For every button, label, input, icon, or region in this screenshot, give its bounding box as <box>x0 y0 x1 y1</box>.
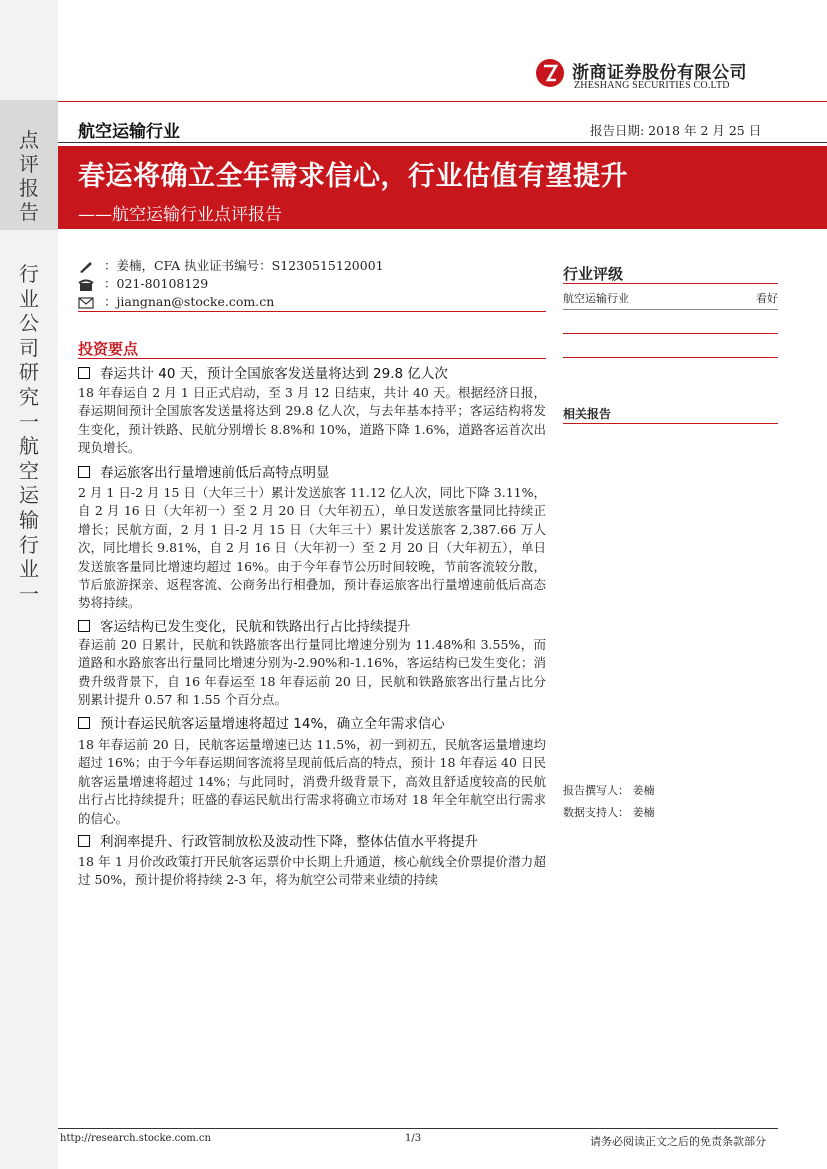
company-name-en: ZHESHANG SECURITIES CO.LTD <box>574 80 730 91</box>
rating-row <box>563 290 778 306</box>
phone-icon <box>78 279 94 291</box>
phone-line <box>78 274 208 292</box>
checkbox-icon <box>78 717 90 729</box>
point-body: 2 月 1 日-2 月 15 日（大年三十）累计发送旅客 11.12 亿人次，同比下降 3.11%，自 2 月 16 日（大年初一）至 2 月 20 日（大年初五），单日发送旅客量同比持续正增长；民航方面，2 月 1 日-2 月 15 日（大年三十）累计发送旅客 2,387.66 万人次，同比增长 9.81%，自 2 月 16 日（大年初一）至 2 月 20 日（大年初五），单日发送旅客量同比增速均超过 16%。由于今年春节公历时间较晚，节前客流较分散，节后旅游探亲、返程客流、公商务出行相叠加，预计春运旅客出行量增速前低后高态势将持续。 <box>78 485 546 611</box>
author-name: ：姜楠，CFA 执业证书编号：S1230515120001 <box>104 258 384 273</box>
disclaimer: 请务必阅读正文之后的免责条款部分 <box>590 1135 766 1148</box>
data-support: 数据支持人： 姜楠 <box>563 806 655 819</box>
point-title: 预计春运民航客运量增速将超过 14%，确立全年需求信心 <box>78 712 445 732</box>
rating-rule <box>563 309 778 310</box>
company-name-cn: 浙商证券股份有限公司 <box>572 63 747 83</box>
email-line <box>78 292 274 310</box>
point-body: 春运前 20 日累计，民航和铁路旅客出行量同比增速分别为 11.48%和 3.55%，而道路和水路旅客出行量同比增速分别为-2.90%和-1.16%，客运结构已发生变化；消费升级背景下，自 16 年春运至 18 年春运前 20 日，民航和铁路旅客出行量占比分别累计提升 0.57 和 1.55 个百分点。 <box>78 637 546 708</box>
author-rule <box>78 311 546 312</box>
rating-value: 看好 <box>756 292 778 305</box>
page-number: 1/3 <box>405 1133 422 1144</box>
header-top-rule <box>58 101 827 102</box>
rating-rule <box>563 357 778 358</box>
checkbox-icon <box>78 367 90 379</box>
section-title: 投资要点 <box>78 340 139 358</box>
checkbox-icon <box>78 466 90 478</box>
mail-icon <box>78 297 94 309</box>
point-title: 利润率提升、行政管制放松及波动性下降，整体估值水平将提升 <box>78 830 478 850</box>
report-subtitle: ——航空运输行业点评报告 <box>78 205 282 225</box>
industry-tag: 航空运输行业 <box>78 122 180 142</box>
point-title: 春运旅客出行量增速前低后高特点明显 <box>78 461 330 481</box>
report-date: 报告日期: 2018 年 2 月 25 日 <box>590 123 762 138</box>
footer-url[interactable]: http://research.stocke.com.cn <box>60 1133 211 1144</box>
point-body: 18 年春运自 2 月 1 日正式启动，至 3 月 12 日结束，共计 40 天。根据经济日报，春运期间预计全国旅客发送量将达到 29.8 亿人次，与去年基本持平；客运结构将发生变化，预计铁路、民航分别增长 8.8%和 10%，道路下降 1.6%，道路客运首次出现负增长。 <box>78 385 546 456</box>
report-title: 春运将确立全年需求信心，行业估值有望提升 <box>78 161 628 192</box>
point-body: 18 年春运前 20 日，民航客运量增速已达 11.5%，初一到初五，民航客运量增速均超过 16%；由于今年春运期间客流将呈现前低后高的特点，预计 18 年春运 40 日民航客运量增速将超过 14%；与此同时，消费升级背景下，高效且舒适度较高的民航出行占比持续提升；旺盛的春运民航出行需求将确立市场对 18 年全年航空出行需求的信心。 <box>78 737 546 826</box>
point-title: 客运结构已发生变化，民航和铁路出行占比持续提升 <box>78 615 411 635</box>
point-title: 春运共计 40 天，预计全国旅客发送量将达到 29.8 亿人次 <box>78 362 448 382</box>
rating-title: 行业评级 <box>563 265 624 283</box>
side-category-label: 点 评 报 告 <box>19 128 39 224</box>
side-type-label: 行 业 公 司 研 究 一 航 空 运 输 行 业 一 <box>19 262 39 606</box>
related-reports-title: 相关报告 <box>563 407 612 421</box>
author-line <box>78 256 384 274</box>
report-writer: 报告撰写人： 姜楠 <box>563 784 655 797</box>
related-rule <box>563 423 778 424</box>
section-rule <box>78 358 546 359</box>
rating-rule <box>563 333 778 334</box>
checkbox-icon <box>78 620 90 632</box>
rating-industry: 航空运输行业 <box>563 292 629 305</box>
pen-icon <box>78 261 94 273</box>
email-address[interactable]: ：jiangnan@stocke.com.cn <box>104 294 275 309</box>
header-rule <box>58 142 827 143</box>
checkbox-icon <box>78 835 90 847</box>
rating-rule <box>563 283 778 284</box>
point-body: 18 年 1 月价改政策打开民航客运票价中长期上升通道，核心航线全价票提价潜力超过 50%，预计提价将持续 2-3 年，将为航空公司带来业绩的持续 <box>78 854 546 888</box>
phone-number: ：021-80108129 <box>104 276 209 291</box>
footer-rule <box>58 1128 778 1129</box>
company-logo-icon <box>536 59 564 87</box>
